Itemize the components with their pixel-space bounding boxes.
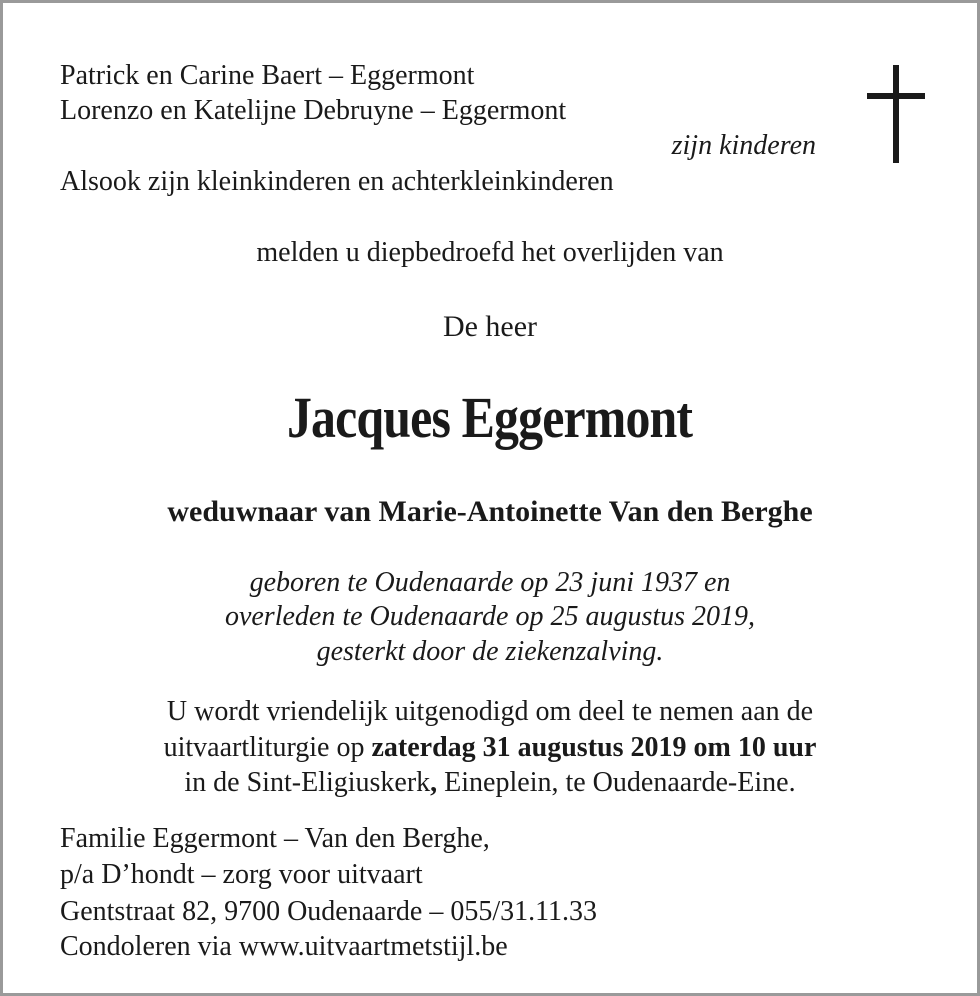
church-name: in de Sint-Eligiuskerk — [184, 767, 431, 798]
invitation-line-1: U wordt vriendelijk uitgenodigd om deel te nemen aan de — [166, 696, 814, 727]
contact-family: Familie Eggermont – Van den Berghe, — [60, 823, 490, 854]
contact-undertaker: p/a D’hondt – zorg voor uitvaart — [60, 859, 423, 890]
contact-address: Gentstraat 82, 9700 Oudenaarde – 055/31.11.33 — [60, 896, 598, 927]
grandchildren-line: Alsook zijn kleinkinderen en achterkleinkinderen — [60, 166, 614, 197]
title: De heer — [442, 310, 538, 343]
church-comma: , — [430, 767, 438, 798]
church-location: Eineplein, te Oudenaarde-Eine. — [437, 767, 796, 798]
invitation-line-3 — [3, 766, 977, 800]
children-label: zijn kinderen — [671, 130, 816, 161]
sacrament-line: gesterkt door de ziekenzalving. — [316, 636, 664, 667]
condolence-link[interactable]: Condoleren via www.uitvaartmetstijl.be — [60, 931, 508, 962]
death-line: overleden te Oudenaarde op 25 augustus 2019, — [224, 601, 756, 632]
child-family-1: Patrick en Carine Baert – Eggermont — [60, 60, 475, 91]
widower-line: weduwnaar van Marie-Antoinette Van den Berghe — [167, 495, 813, 528]
cross-icon — [867, 65, 925, 163]
invitation-line-2 — [3, 731, 977, 765]
deceased-name-wrap — [3, 383, 977, 468]
deceased-name: Jacques Eggermont — [287, 385, 693, 450]
birth-line: geboren te Oudenaarde op 23 juni 1937 en — [249, 567, 731, 598]
funeral-datetime: zaterdag 31 augustus 2019 om 10 uur — [371, 732, 817, 763]
announcement: melden u diepbedroefd het overlijden van — [256, 237, 724, 268]
invitation-prefix: uitvaartliturgie op — [163, 732, 365, 763]
child-family-2: Lorenzo en Katelijne Debruyne – Eggermont — [60, 95, 567, 126]
